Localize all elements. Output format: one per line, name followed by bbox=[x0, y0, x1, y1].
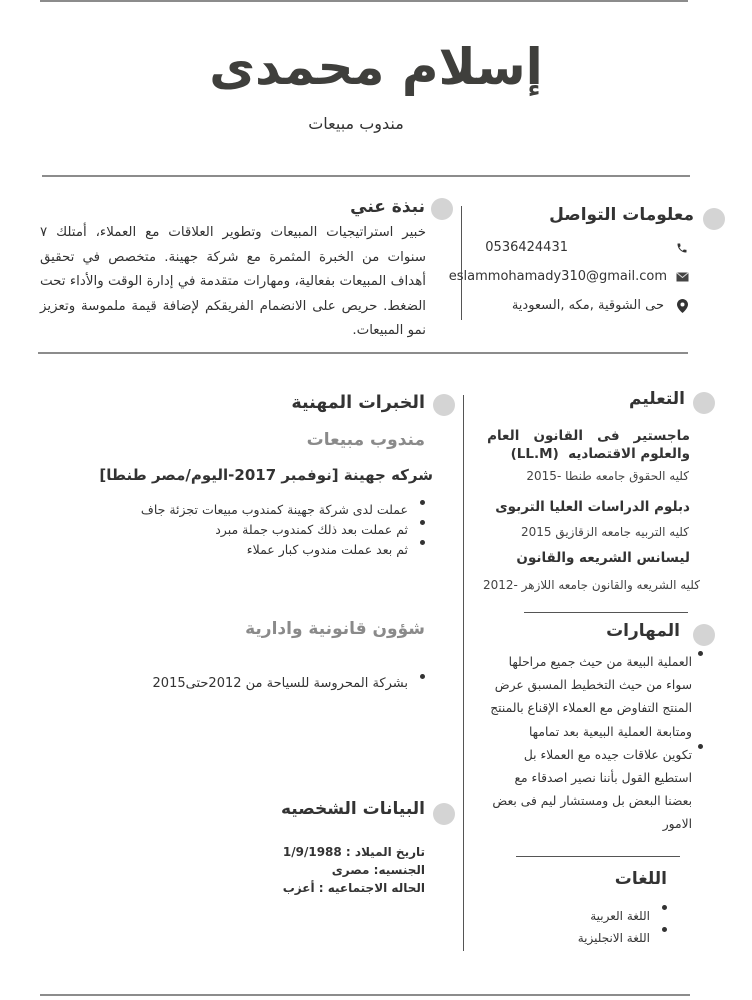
about-text: خبير استراتيجيات المبيعات وتطوير العلاقات مع العملاء، أمتلك ٧ سنوات من الخبرة المثمرة مع شركة جهينة. متخصص في تحقيق أهداف المبيعات بفعالية، ومهارات متقدمة في إدارة الوقت والأداء تحت الضغط. حريص على الانضمام الفريقكم لإضافة قيمة ملموسة وتعزيز نمو المبيعات. bbox=[40, 225, 426, 338]
bottom-column-divider bbox=[463, 395, 464, 951]
nationality: الجنسيه: مصرى bbox=[331, 863, 425, 877]
experience-bullet-dot bbox=[433, 394, 455, 416]
top-rule bbox=[40, 0, 688, 2]
candidate-name: إسلام محمدى bbox=[209, 38, 543, 96]
languages-title: اللغات bbox=[614, 869, 667, 889]
job-bullet: عملت لدى شركة جهينة كمندوب مبيعات تجزئة جاف bbox=[141, 500, 430, 520]
job-1-company: شركه جهينة [نوفمبر 2017-اليوم/مصر طنطا] bbox=[99, 466, 433, 484]
education-bullet-dot bbox=[693, 392, 715, 414]
phone-number: 0536424431 bbox=[485, 240, 568, 255]
skills-list bbox=[488, 651, 708, 837]
skills-bullet-dot bbox=[693, 624, 715, 646]
education-degree-1-line-2: والعلوم الاقتصاديه (LL.M) bbox=[510, 446, 690, 462]
birth-date: تاريخ الميلاد : 1/9/1988 bbox=[282, 845, 425, 859]
envelope-icon bbox=[675, 271, 689, 285]
languages-rule bbox=[516, 856, 680, 857]
personal-details bbox=[283, 843, 425, 897]
email-address: eslammohamady310@gmail.com bbox=[448, 269, 667, 284]
education-detail-1: كليه الحقوق جامعه طنطا -2015 bbox=[526, 469, 689, 483]
about-title: نبذة عني bbox=[350, 197, 425, 217]
map-pin-icon bbox=[675, 299, 689, 313]
education-degree-3: ليسانس الشريعه والقانون bbox=[516, 550, 690, 566]
bottom-rule bbox=[40, 994, 690, 996]
job-title: مندوب مبيعات bbox=[308, 114, 404, 133]
skill-item: العملية البيعة من حيث جميع مراحلها سواء من حيث التخطيط المسبق عرض المنتج التفاوض مع العملاء الإقناع بالمنتج ومتابعة العملية البيعية بعد تمامها bbox=[488, 651, 708, 744]
contact-title: معلومات التواصل bbox=[549, 205, 694, 225]
contact-bullet-dot bbox=[703, 208, 725, 230]
personal-bullet-dot bbox=[433, 803, 455, 825]
experience-title: الخبرات المهنية bbox=[291, 393, 425, 413]
job-bullet: ثم عملت بعد ذلك كمندوب جملة مبرد bbox=[141, 520, 430, 540]
job-2-bullets bbox=[153, 674, 430, 694]
education-detail-2: كليه التربيه جامعه الزقازيق 2015 bbox=[520, 525, 689, 539]
language-item: اللغة الانجليزية bbox=[578, 927, 672, 949]
header-rule bbox=[42, 175, 690, 177]
education-degree-1-line-1: ماجستير فى القانون العام bbox=[487, 428, 690, 444]
job-bullet: ثم بعد عملت مندوب كبار عملاء bbox=[141, 540, 430, 560]
skill-item: تكوين علاقات جيده مع العملاء بل استطيع القول بأننا نصير اصدقاء مع بعضنا البعض بل ومستشار ليم فى بعض الامور bbox=[488, 744, 708, 837]
education-detail-3: كليه الشريعه والقانون جامعه اللازهر -2012 bbox=[482, 578, 700, 592]
education-title: التعليم bbox=[629, 389, 685, 409]
education-degree-2: دبلوم الدراسات العليا التربوى bbox=[495, 499, 690, 515]
job-1-role: مندوب مبيعات bbox=[306, 430, 425, 450]
language-item: اللغة العربية bbox=[578, 905, 672, 927]
marital-status: الحاله الاجتماعيه : أعزب bbox=[282, 881, 425, 895]
middle-rule bbox=[38, 352, 688, 354]
phone-icon bbox=[675, 242, 689, 256]
address: حى الشوقية ,مكه ,السعودية bbox=[511, 298, 664, 313]
about-bullet-dot bbox=[431, 198, 453, 220]
top-column-divider bbox=[461, 206, 462, 320]
skills-rule bbox=[524, 612, 688, 613]
personal-title: البيانات الشخصيه bbox=[280, 799, 425, 819]
job-bullet: بشركة المحروسة للسياحة من 2012حتى2015 bbox=[153, 674, 430, 694]
languages-list bbox=[578, 905, 672, 949]
skills-title: المهارات bbox=[606, 621, 680, 641]
job-2-role: شؤون قانونية وادارية bbox=[245, 619, 425, 639]
job-1-bullets bbox=[141, 500, 430, 560]
